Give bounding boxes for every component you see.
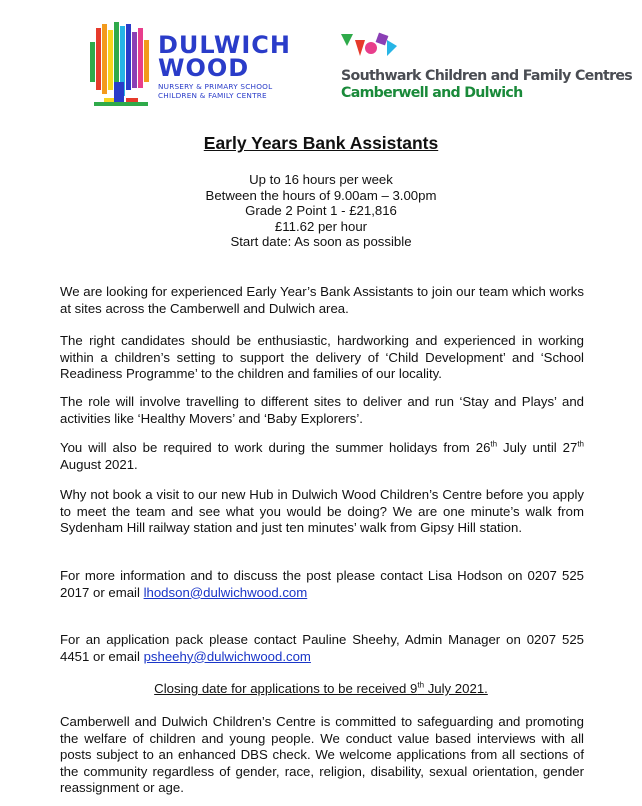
job-summary	[0, 172, 642, 250]
application-pack-text: For an application pack please contact Pauline Sheehy, Admin Manager on 0207 525 4451 or email	[60, 632, 584, 664]
psheehy-email-link[interactable]: psheehy@dulwichwood.com	[143, 648, 311, 664]
logo-subtitle-line1: NURSERY & PRIMARY SCHOOL	[158, 82, 273, 91]
summary-hours: Up to 16 hours per week	[249, 172, 393, 187]
shapes-icon	[341, 30, 401, 60]
logo-subtitle	[158, 82, 272, 100]
paragraph-visit: Why not book a visit to our new Hub in Dulwich Wood Children’s Centre before you apply to meet the team and see what you would be doing? We are one minute’s walk from Sydenham Hill railway station and just ten minutes’ walk from Gipsy Hill station.	[60, 487, 584, 536]
paragraph-application-pack	[60, 632, 584, 665]
job-title: Early Years Bank Assistants	[203, 133, 439, 153]
logo-title	[158, 31, 291, 82]
page-header	[0, 0, 642, 120]
closing-date-sup: th	[417, 680, 425, 690]
summer-text-a: You will also be required to work during the summer holidays from 26	[60, 440, 491, 455]
logo-subtitle-line2: CHILDREN & FAMILY CENTRE	[158, 91, 267, 100]
summer-text-b: July until 27	[497, 440, 578, 455]
summer-sup-2: th	[577, 439, 584, 449]
closing-date	[0, 681, 642, 696]
closing-date-text-a: Closing date for applications to be received 9	[154, 681, 418, 696]
lhodson-email-link[interactable]: lhodson@dulwichwood.com	[143, 584, 308, 600]
summary-rate: £11.62 per hour	[274, 218, 368, 234]
tree-icon	[88, 22, 154, 108]
paragraph-intro: We are looking for experienced Early Year’s Bank Assistants to join our team which works at sites across the Camberwell and Dulwich area.	[60, 284, 584, 316]
summary-grade: Grade 2 Point 1 - £21,816	[245, 203, 397, 219]
summer-sup-1: th	[490, 439, 498, 449]
logo-title-line1: DULWICH	[158, 31, 291, 59]
paragraph-candidates: The right candidates should be enthusiastic, hardworking and experienced in working within a children’s setting to support the delivery of ‘Child Development’ and ‘School Readiness Programme’ to the children and families of our locality.	[60, 333, 584, 382]
org-name: Southwark Children and Family Centres	[341, 68, 633, 84]
info-contact-text: For more information and to discuss the post please contact Lisa Hodson on 0207 525 2017 or email	[60, 568, 584, 600]
summer-text-c: August 2021.	[60, 456, 138, 472]
paragraph-info-contact	[60, 568, 584, 601]
paragraph-role: The role will involve travelling to different sites to deliver and run ‘Stay and Plays’ and activities like ‘Healthy Movers’ and ‘Baby Explorers’.	[60, 394, 584, 426]
summary-time: Between the hours of 9.00am – 3.00pm	[205, 187, 437, 203]
paragraph-safeguarding: Camberwell and Dulwich Children’s Centre is committed to safeguarding and promoting the welfare of children and young people. We conduct value based interviews with all posts subject to an enhanced DBS check. We welcome applications from all sections of the community regardless of gender, race, religion, disability, sexual orientation, gender reassignment or age.	[60, 714, 584, 796]
org-area: Camberwell and Dulwich	[341, 85, 523, 101]
paragraph-summer	[60, 440, 584, 473]
logo-title-line2: WOOD	[158, 54, 250, 82]
southwark-logo	[341, 30, 633, 102]
dulwich-wood-logo	[88, 22, 291, 108]
closing-date-text-b: July 2021.	[424, 681, 488, 696]
summary-start: Start date: As soon as possible	[230, 234, 412, 250]
